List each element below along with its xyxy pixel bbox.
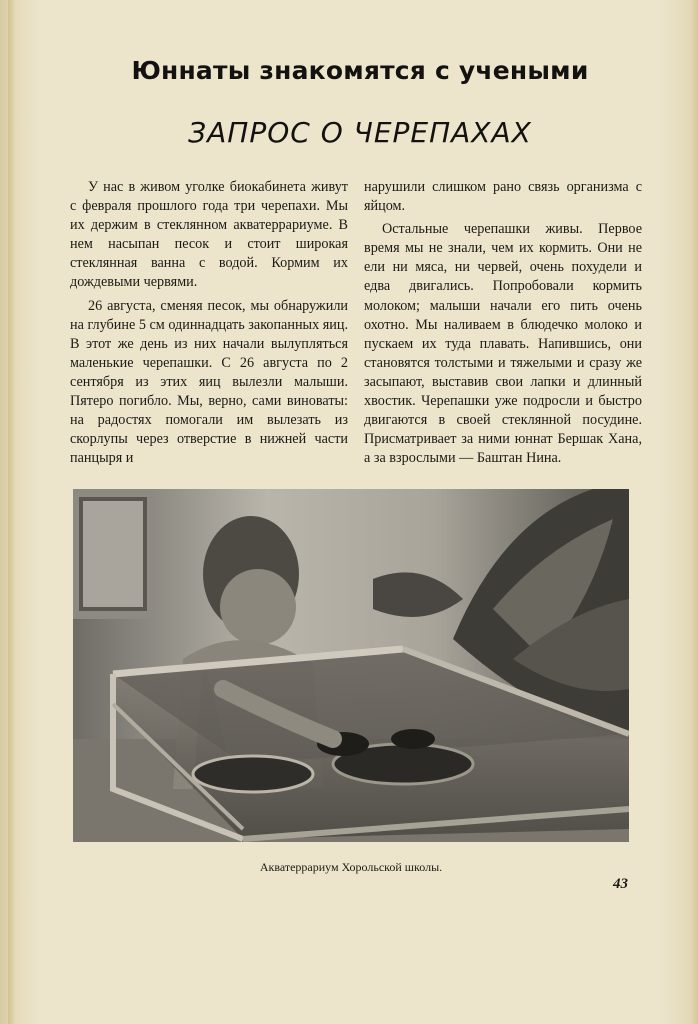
paragraph: У нас в живом уголке биокабинета живут с февраля прошлого года три черепахи. Мы их держим в стеклянном акватеррариуме. В нем насыпан песок и стоит широкая стеклянная ванна с водой. Кормим их дождевыми червями. — [70, 179, 348, 291]
text-column-left — [70, 178, 348, 472]
paragraph: 26 августа, сменяя песок, мы обнаружили на глубине 5 см одиннадцать закопанных яиц. В этот же день из них начали вылупляться маленькие черепашки. С 26 августа по 2 сентября из этих яиц вылезли малыши. Пятеро погибло. Мы, верно, сами виноваты: на радостях помогали им вылезать из скорлупы через отверстие в нижней части панцыря и — [70, 297, 348, 467]
photo-caption: Акватеррариум Хорольской школы. — [259, 860, 443, 874]
photograph-aquaterrarium — [73, 489, 629, 842]
paragraph: нарушили слишком рано связь организма с яйцом. — [364, 179, 642, 215]
page-number: 43 — [613, 876, 628, 892]
article-title: ЗАПРОС О ЧЕРЕПАХАХ — [188, 116, 532, 149]
text-column-right — [364, 178, 642, 472]
paragraph: Остальные черепашки живы. Первое время мы не знали, чем их кормить. Они не ели ни мяса, ни червей, очень похудели и едва двигались. Попробовали кормить молоком; малыши начали его пить очень охотно. Мы наливаем в блюдечко молоко и пускаем их туда плавать. Напившись, они становятся толстыми и тяжелыми и сразу же засыпают, выставив свои лапки и длинный хвостик. Черепашки уже подросли и быстро двигаются в своей стеклянной посудине. Присматривает за ними юннат Бершак Хана, а за взрослыми — Баштан Нина. — [364, 221, 642, 467]
section-heading: Юннаты знакомятся с учеными — [131, 56, 589, 85]
page-binding-edge — [8, 0, 14, 1024]
